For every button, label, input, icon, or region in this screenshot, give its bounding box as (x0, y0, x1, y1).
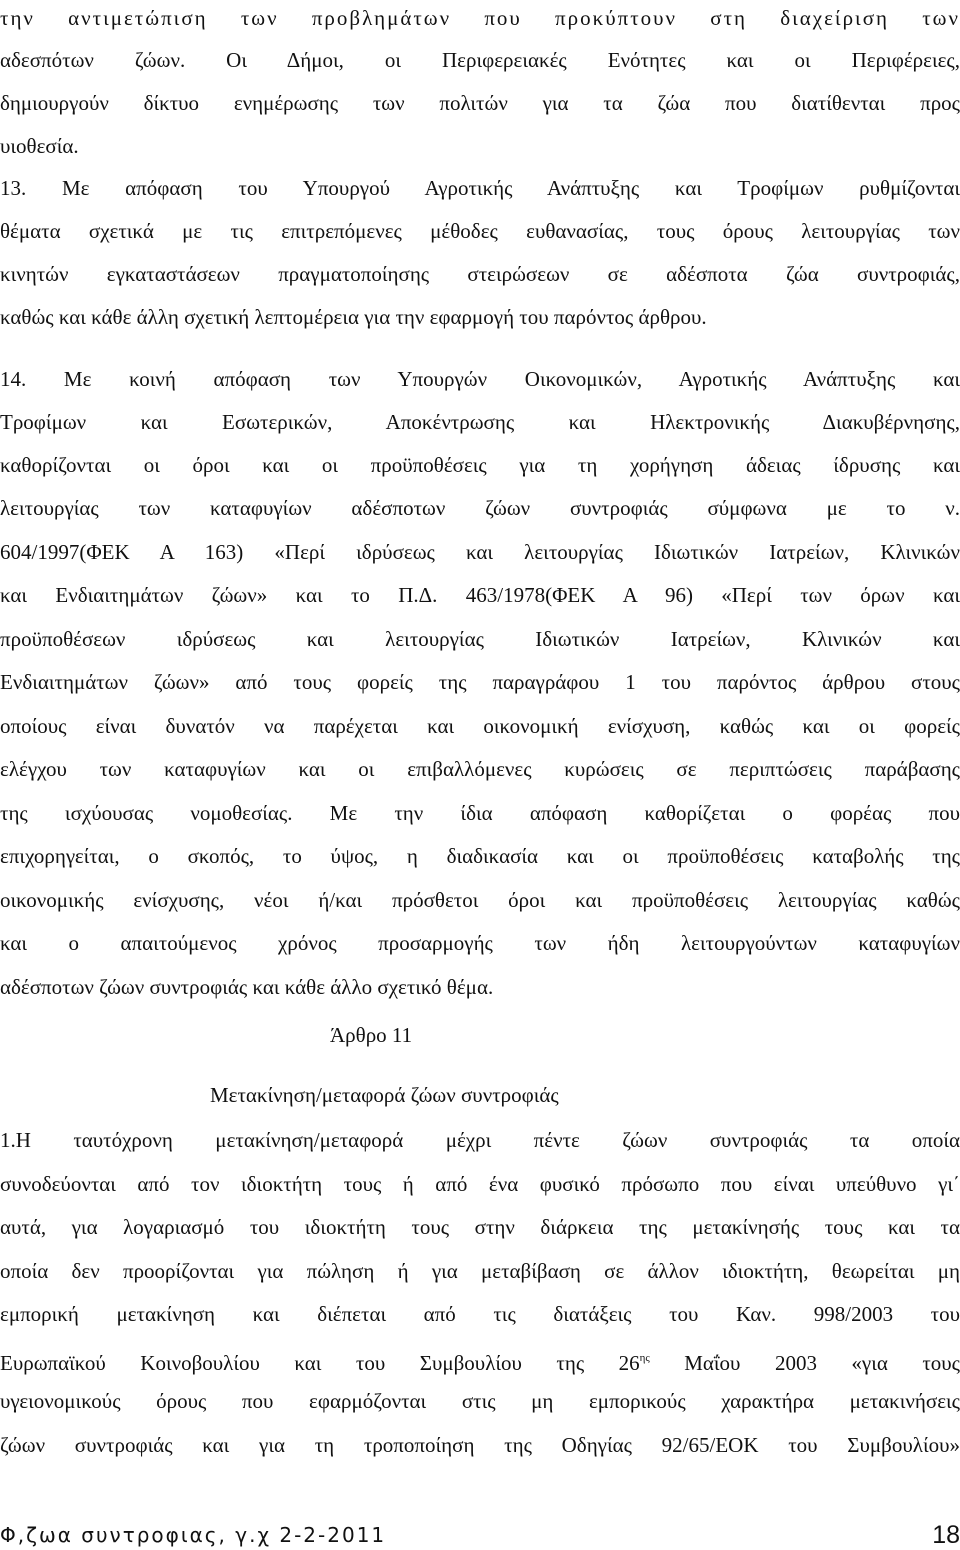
paragraph-14-line-14: και ο απαιτούμενος χρόνος προσαρμογής των ήδη λειτουργούντων καταφυγίων (0, 931, 960, 955)
paragraph-14-line-15: αδέσποτων ζώων συντροφιάς και κάθε άλλο σχετικό θέμα. (0, 975, 494, 999)
article-11-line-1: 1.Η ταυτόχρονη μετακίνηση/μεταφορά μέχρι πέντε ζώων συντροφιάς τα οποία (0, 1128, 960, 1152)
paragraph-14-line-13: οικονομικής ενίσχυσης, νέοι ή/και πρόσθετοι όροι και προϋποθέσεις λειτουργίας καθώς (0, 888, 960, 912)
paragraph-14-line-10: ελέγχου των καταφυγίων και οι επιβαλλόμενες κυρώσεις σε περιπτώσεις παράβασης (0, 757, 960, 781)
footer-label: Φ,ζωα συντροφιας, γ.χ 2-2-2011 (0, 1523, 387, 1547)
article-11-line-2: συνοδεύονται από τον ιδιοκτήτη τους ή από ένα φυσικό πρόσωπο που είναι υπεύθυνο γι΄ (0, 1172, 960, 1196)
paragraph-14-line-7: προϋποθέσεων ιδρύσεως και λειτουργίας Ιδιωτικών Ιατρείων, Κλινικών και (0, 627, 960, 651)
paragraph-14-line-11: της ισχύουσας νομοθεσίας. Με την ίδια απόφαση καθορίζεται ο φορέας που (0, 801, 960, 825)
paragraph-13-line-3: κινητών εγκαταστάσεων πραγματοποίησης στειρώσεων σε αδέσποτα ζώα συντροφιάς, (0, 262, 960, 286)
paragraph-14-line-12: επιχορηγείται, ο σκοπός, το ύψος, η διαδικασία και οι προϋποθέσεις καταβολής της (0, 844, 960, 868)
paragraph-14-line-5: 604/1997(ΦΕΚ Α 163) «Περί ιδρύσεως και λειτουργίας Ιδιωτικών Ιατρείων, Κλινικών (0, 540, 960, 564)
paragraph-14-line-3: καθορίζονται οι όροι και οι προϋποθέσεις για τη χορήγηση άδειας ίδρυσης και (0, 453, 960, 477)
page-footer (0, 1520, 960, 1550)
paragraph-14-line-1: 14. Με κοινή απόφαση των Υπουργών Οικονομικών, Αγροτικής Ανάπτυξης και (0, 367, 960, 391)
article-11-line-6 (0, 1336, 960, 1380)
article-11-line-3: αυτά, για λογαριασμό του ιδιοκτήτη τους στην διάρκεια της μετακίνησής τους και τα (0, 1215, 960, 1239)
article-11-line-7: υγειονομικούς όρους που εφαρμόζονται στις μη εμπορικούς χαρακτήρα μετακινήσεις (0, 1389, 960, 1413)
paragraph-13-line-1: 13. Με απόφαση του Υπουργού Αγροτικής Ανάπτυξης και Τροφίμων ρυθμίζονται (0, 176, 960, 200)
paragraph-14-line-4: λειτουργίας των καταφυγίων αδέσποτων ζώων συντροφιάς σύμφωνα με το ν. (0, 496, 960, 520)
article-11-line-4: οποία δεν προορίζονται για πώληση ή για μεταβίβαση σε άλλον ιδιοκτήτη, θεωρείται μη (0, 1259, 960, 1283)
paragraph-13-line-2: θέματα σχετικά με τις επιτρεπόμενες μέθοδες ευθανασίας, τους όρους λειτουργίας των (0, 219, 960, 243)
article-11-line-5: εμπορική μετακίνηση και διέπεται από τις διατάξεις του Καν. 998/2003 του (0, 1302, 960, 1326)
paragraph-14-line-9: οποίους είναι δυνατόν να παρέχεται και οικονομική ενίσχυση, καθώς και οι φορείς (0, 714, 960, 738)
paragraph-14-line-6: και Ενδιαιτημάτων ζώων» και το Π.Δ. 463/1978(ΦΕΚ Α 96) «Περί των όρων και (0, 583, 960, 607)
body-line-1: την αντιμετώπιση των προβλημάτων που προκύπτουν στη διαχείριση των (0, 6, 960, 30)
article-title: Άρθρο 11 (330, 1023, 413, 1047)
paragraph-13-line-4: καθώς και κάθε άλλη σχετική λεπτομέρεια για την εφαρμογή του παρόντος άρθρου. (0, 305, 707, 329)
body-line-2: αδεσπότων ζώων. Οι Δήμοι, οι Περιφερειακές Ενότητες και οι Περιφέρειες, (0, 48, 960, 72)
paragraph-14-line-8: Ενδιαιτημάτων ζώων» από τους φορείς της παραγράφου 1 του παρόντος άρθρου στους (0, 670, 960, 694)
body-line-3: δημιουργούν δίκτυο ενημέρωσης των πολιτών για τα ζώα που διατίθενται προς (0, 91, 960, 115)
body-line-4: υιοθεσία. (0, 134, 79, 158)
article-11-line-6-start: Ευρωπαϊκού Κοινοβουλίου και του Συμβουλίου της 26 (0, 1351, 640, 1375)
article-11-line-6-end: Μαΐου 2003 «για τους (649, 1351, 960, 1375)
ordinal-superscript: ης (639, 1352, 650, 1364)
paragraph-14-line-2: Τροφίμων και Εσωτερικών, Αποκέντρωσης και Ηλεκτρονικής Διακυβέρνησης, (0, 410, 960, 434)
article-subtitle: Μετακίνηση/μεταφορά ζώων συντροφιάς (210, 1083, 559, 1107)
page-number: 18 (932, 1521, 960, 1549)
article-11-line-8: ζώων συντροφιάς και για τη τροποποίηση της Οδηγίας 92/65/ΕΟΚ του Συμβουλίου» (0, 1433, 960, 1457)
